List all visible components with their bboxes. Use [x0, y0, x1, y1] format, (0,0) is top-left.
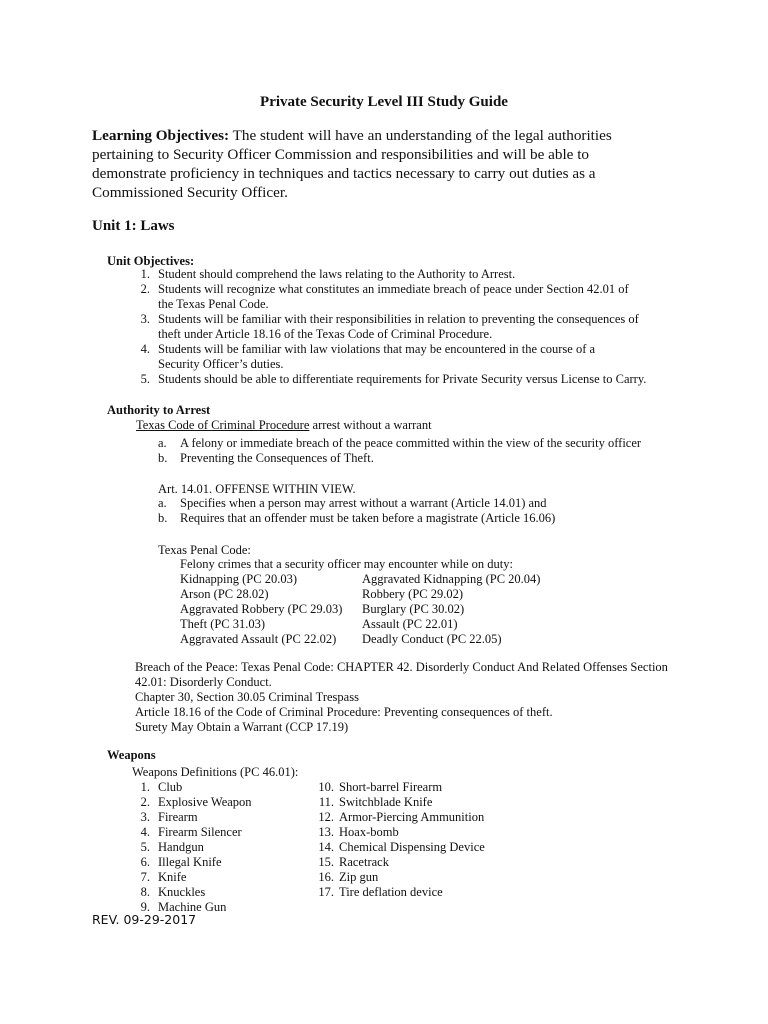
weapon-name: Hoax-bomb — [339, 825, 399, 839]
weapon-number: 1. — [140, 780, 150, 794]
weapon-number: 16. — [318, 870, 334, 884]
weapon-number: 2. — [140, 795, 150, 809]
weapon-name: Racetrack — [339, 855, 389, 869]
weapon-number: 13. — [318, 825, 334, 839]
weapon-name: Knife — [158, 870, 187, 884]
weapon-number: 8. — [140, 885, 150, 899]
breach-line: Surety May Obtain a Warrant (CCP 17.19) — [135, 720, 349, 734]
weapon-name: Zip gun — [339, 870, 379, 884]
weapon-number: 9. — [140, 900, 150, 914]
penal-heading: Texas Penal Code: — [158, 543, 251, 557]
weapon-name: Knuckles — [158, 885, 206, 899]
art-heading: Art. 14.01. OFFENSE WITHIN VIEW. — [158, 482, 356, 496]
weapon-number: 5. — [140, 840, 150, 854]
weapon-number: 3. — [140, 810, 150, 824]
weapon-name: Illegal Knife — [158, 855, 222, 869]
felony-right: Deadly Conduct (PC 22.05) — [362, 632, 502, 646]
weapon-name: Armor-Piercing Ammunition — [339, 810, 485, 824]
offense-item-letter: a. — [158, 496, 167, 510]
learning-objectives-text: The student will have an understanding of the legal authorities pertaining to Security Officer Commission and responsibilities and will be able to demonstrate proficiency in techniques and tactics necessary to carry out duties as a Commissioned Security Officer. — [92, 127, 612, 201]
ccp-line — [136, 418, 432, 433]
weapon-number: 11. — [318, 795, 334, 809]
felony-left: Kidnapping (PC 20.03) — [180, 572, 298, 586]
authority-item-text: Preventing the Consequences of Theft. — [180, 451, 374, 465]
objective-text: Students will recognize what constitutes an immediate breach of peace under Section 42.01 of — [158, 282, 629, 296]
felony-left: Aggravated Assault (PC 22.02) — [180, 632, 337, 646]
offense-item-letter: b. — [158, 511, 168, 525]
felony-right: Robbery (PC 29.02) — [362, 587, 464, 601]
breach-line: Article 18.16 of the Code of Criminal Procedure: Preventing consequences of theft. — [135, 705, 553, 719]
page-title: Private Security Level III Study Guide — [260, 94, 508, 110]
weapon-number: 12. — [318, 810, 334, 824]
objective-text: Students should be able to differentiate requirements for Private Security versus License to Carry. — [158, 372, 647, 386]
weapon-name: Short-barrel Firearm — [339, 780, 443, 794]
unit-objectives-heading: Unit Objectives: — [107, 254, 195, 268]
objective-text: Student should comprehend the laws relating to the Authority to Arrest. — [158, 267, 516, 281]
breach-line: Breach of the Peace: Texas Penal Code: CHAPTER 42. Disorderly Conduct And Related Offenses Section — [135, 660, 668, 674]
weapons-defs-heading: Weapons Definitions (PC 46.01): — [132, 765, 299, 779]
felony-left: Aggravated Robbery (PC 29.03) — [180, 602, 343, 616]
weapon-name: Machine Gun — [158, 900, 227, 914]
authority-item-letter: a. — [158, 436, 167, 450]
objective-text: Students will be familiar with their responsibilities in relation to preventing the consequences of — [158, 312, 639, 326]
ccp-line-rest: arrest without a warrant — [309, 418, 432, 432]
objective-text: Security Officer’s duties. — [158, 357, 284, 371]
objective-text: theft under Article 18.16 of the Texas Code of Criminal Procedure. — [158, 327, 493, 341]
felony-left: Arson (PC 28.02) — [180, 587, 269, 601]
weapon-name: Explosive Weapon — [158, 795, 252, 809]
objective-number: 3. — [140, 312, 150, 326]
ccp-link[interactable]: Texas Code of Criminal Procedure — [136, 418, 310, 432]
authority-item-text: A felony or immediate breach of the peace committed within the view of the security officer — [180, 436, 642, 450]
weapon-name: Chemical Dispensing Device — [339, 840, 485, 854]
weapon-number: 10. — [318, 780, 334, 794]
revision-label: REV. 09-29-2017 — [92, 912, 197, 927]
weapon-number: 4. — [140, 825, 150, 839]
weapon-number: 7. — [140, 870, 150, 884]
breach-line: Chapter 30, Section 30.05 Criminal Trespass — [135, 690, 359, 704]
learning-objectives — [92, 126, 612, 202]
objective-number: 4. — [140, 342, 150, 356]
felony-right: Assault (PC 22.01) — [362, 617, 458, 631]
offense-item-text: Requires that an offender must be taken before a magistrate (Article 16.06) — [180, 511, 556, 525]
weapon-name: Firearm — [158, 810, 198, 824]
weapon-name: Firearm Silencer — [158, 825, 242, 839]
weapons-heading: Weapons — [107, 748, 156, 762]
weapon-name: Club — [158, 780, 183, 794]
offense-item-text: Specifies when a person may arrest without a warrant (Article 14.01) and — [180, 496, 547, 510]
weapon-number: 17. — [318, 885, 334, 899]
authority-item-letter: b. — [158, 451, 168, 465]
authority-heading: Authority to Arrest — [107, 403, 211, 417]
objective-text: Students will be familiar with law violations that may be encountered in the course of a — [158, 342, 596, 356]
objective-number: 2. — [140, 282, 150, 296]
felony-left: Theft (PC 31.03) — [180, 617, 266, 631]
felony-intro: Felony crimes that a security officer may encounter while on duty: — [180, 557, 514, 571]
felony-right: Aggravated Kidnapping (PC 20.04) — [362, 572, 541, 586]
objective-number: 5. — [140, 372, 150, 386]
breach-line: 42.01: Disorderly Conduct. — [135, 675, 272, 689]
unit-heading: Unit 1: Laws — [92, 218, 175, 234]
weapon-name: Handgun — [158, 840, 204, 854]
weapon-name: Switchblade Knife — [339, 795, 433, 809]
weapon-number: 14. — [318, 840, 334, 854]
learning-objectives-label: Learning Objectives: — [92, 127, 230, 144]
weapon-number: 15. — [318, 855, 334, 869]
weapon-name: Tire deflation device — [339, 885, 443, 899]
objective-text: the Texas Penal Code. — [158, 297, 269, 311]
weapon-number: 6. — [140, 855, 150, 869]
objective-number: 1. — [140, 267, 150, 281]
felony-right: Burglary (PC 30.02) — [362, 602, 465, 616]
